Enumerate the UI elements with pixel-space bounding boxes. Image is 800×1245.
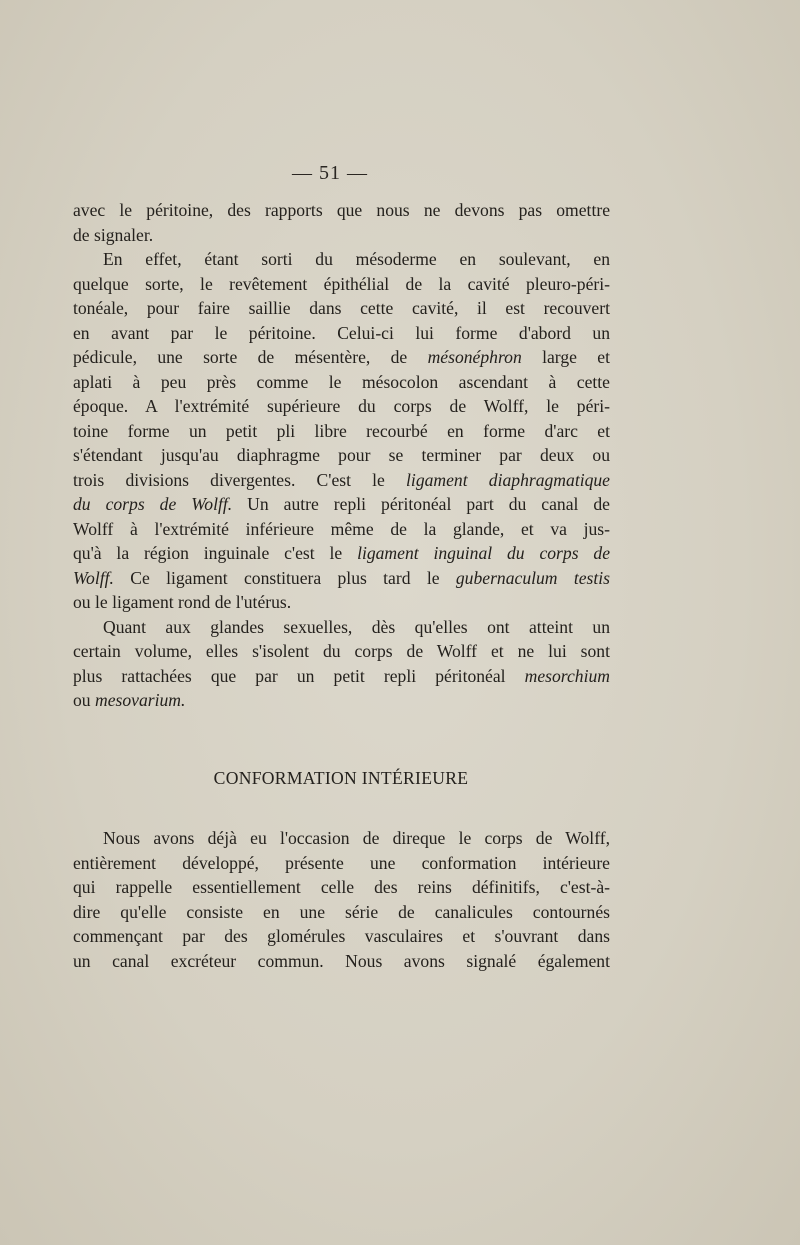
text-line — [73, 468, 610, 493]
text-line: Nous avons déjà eu l'occasion de direque le corps de Wolff, — [103, 828, 610, 848]
text-line: En effet, étant sorti du mésoderme en soulevant, en — [103, 249, 610, 269]
text-run: ou — [73, 690, 95, 710]
text-line: avec le péritoine, des rapports que nous ne devons pas omettre — [73, 200, 610, 220]
text-line — [73, 541, 610, 566]
text-block-lower — [73, 826, 610, 973]
italic-term: mesovarium. — [95, 690, 186, 710]
text-line: commençant par des glomérules vasculaires et s'ouvrant dans — [73, 926, 610, 946]
text-block-upper — [73, 198, 610, 713]
text-line: toine forme un petit pli libre recourbé en forme d'arc et — [73, 420, 610, 441]
text-line — [73, 688, 610, 713]
text-line: entièrement développé, présente une conformation intérieure — [73, 852, 610, 873]
text-run: plus rattachées que par un petit repli péritonéal — [73, 665, 525, 686]
text-run: large et — [521, 347, 610, 367]
text-line — [73, 345, 610, 370]
text-run: pédicule, une sorte de mésentère, de — [73, 347, 428, 367]
text-line: Wolff à l'extrémité inférieure même de la glande, et va jus- — [73, 518, 610, 539]
text-line: ou le ligament rond de l'utérus. — [73, 592, 292, 612]
text-line: de signaler. — [73, 224, 154, 245]
italic-term: du corps de Wolff. — [73, 494, 233, 514]
italic-term: gubernaculum testis — [455, 567, 611, 588]
text-line: époque. A l'extrémité supérieure du corps de Wolff, le péri- — [73, 396, 610, 416]
italic-term: Wolff. — [73, 567, 114, 588]
text-line: tonéale, pour faire saillie dans cette cavité, il est recouvert — [73, 298, 610, 318]
text-line: dire qu'elle consiste en une série de canalicules contournés — [73, 901, 610, 922]
text-run: trois divisions divergentes. C'est le — [73, 469, 407, 490]
text-line: aplati à peu près comme le mésocolon ascendant à cette — [73, 371, 610, 392]
text-line: Quant aux glandes sexuelles, dès qu'elles ont atteint un — [103, 616, 610, 637]
text-line: s'étendant jusqu'au diaphragme pour se terminer par deux ou — [73, 445, 610, 465]
text-line: quelque sorte, le revêtement épithélial de la cavité pleuro-péri- — [73, 273, 610, 294]
text-run: Ce ligament constituera plus tard le — [113, 567, 456, 588]
section-heading: CONFORMATION INTÉRIEURE — [213, 768, 469, 788]
text-line — [73, 492, 610, 517]
italic-term: mésonéphron — [427, 347, 522, 367]
text-line: qui rappelle essentiellement celle des reins définitifs, c'est-à- — [73, 877, 610, 897]
text-line: certain volume, elles s'isolent du corps de Wolff et ne lui sont — [73, 641, 610, 661]
page-number: — 51 — — [292, 162, 368, 184]
italic-term: ligament inguinal du corps de — [357, 543, 611, 563]
text-run: qu'à la région inguinale c'est le — [73, 543, 358, 563]
text-run: Un autre repli péritonéal part du canal de — [232, 494, 610, 514]
text-line: en avant par le péritoine. Celui-ci lui forme d'abord un — [73, 322, 610, 343]
italic-term: ligament diaphragmatique — [406, 469, 610, 490]
text-line — [73, 664, 610, 689]
text-line — [73, 566, 610, 591]
italic-term: mesorchium — [524, 665, 610, 686]
text-line: un canal excréteur commun. Nous avons signalé également — [73, 950, 610, 971]
